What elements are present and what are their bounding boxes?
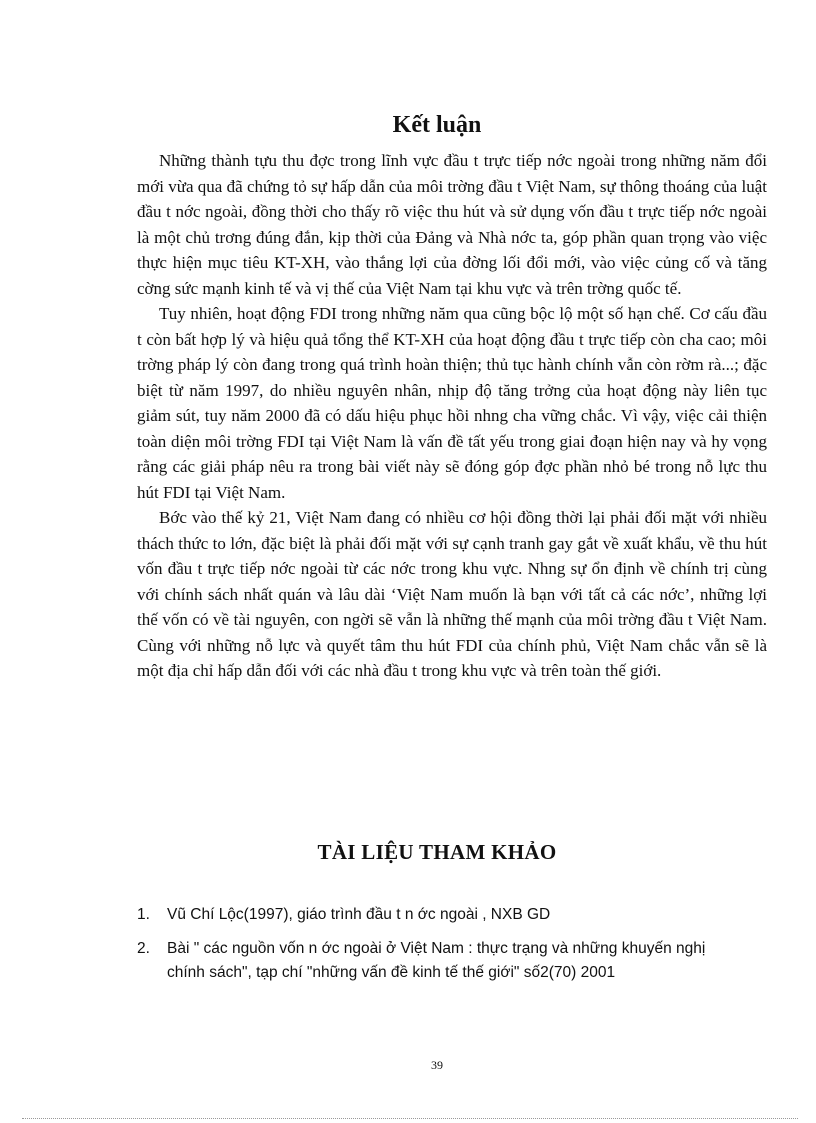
paragraph: Những thành tựu thu đợc trong lĩnh vực đầu t trực tiếp nớc ngoài trong những năm đổi mới vừa qua đã chứng tỏ sự hấp dẫn của môi trờng đầu t Việt Nam, sự thông thoáng của luật đầu t nớc ngoài, đồng thời cho thấy rõ việc thu hút và sử dụng vốn đầu t trực tiếp nớc ngoài là một chủ trơng đúng đắn, kịp thời của Đảng và Nhà nớc ta, góp phần quan trọng vào việc thực hiện mục tiêu KT-XH, vào thắng lợi của đờng lối đổi mới, vào việc củng cố và tăng cờng sức mạnh kinh tế và vị thế của Việt Nam tại khu vực và trên trờng quốc tế.: [137, 151, 767, 298]
paragraph: Bớc vào thế kỷ 21, Việt Nam đang có nhiều cơ hội đồng thời lại phải đối mặt với nhiều thách thức to lớn, đặc biệt là phải đối mặt với sự cạnh tranh gay gắt về xuất khẩu, về thu hút vốn đầu t trực tiếp nớc ngoài từ các nớc trong khu vực. Nhng sự ổn định về chính trị cùng với chính sách nhất quán và lâu dài ‘Việt Nam muốn là bạn với tất cả các nớc’, những lợi thế vốn có về tài nguyên, con ngời sẽ vẫn là những thế mạnh của môi trờng đầu t Việt Nam. Cùng với những nỗ lực và quyết tâm thu hút FDI của chính phủ, Việt Nam chắc vẫn sẽ là một địa chỉ hấp dẫn đối với các nhà đầu t trong khu vực và trên toàn thế giới.: [137, 508, 767, 680]
page-title: Kết luận: [392, 112, 482, 138]
reference-text: Bài " các nguồn vốn n ớc ngoài ở Việt Nam : thực trạng và những khuyến nghị chính sách", tạp chí "những vấn đề kinh tế thế giới" số2(70) 2001: [167, 939, 706, 981]
reference-item: [137, 937, 737, 986]
references-heading: TÀI LIỆU THAM KHẢO: [317, 840, 557, 864]
reference-number: 2.: [137, 939, 150, 957]
reference-text: Vũ Chí Lộc(1997), giáo trình đầu t n ớc ngoài , NXB GD: [167, 906, 551, 923]
paragraph: Tuy nhiên, hoạt động FDI trong những năm qua cũng bộc lộ một số hạn chế. Cơ cấu đầu t còn bất hợp lý và hiệu quả tổng thể KT-XH của hoạt động đầu t trực tiếp còn cha cao; môi trờng pháp lý còn đang trong quá trình hoàn thiện; thủ tục hành chính vẫn còn rờm rà...; đặc biệt từ năm 1997, do nhiều nguyên nhân, nhịp độ tăng trởng của hoạt động này liên tục giảm sút, tuy năm 2000 đã có dấu hiệu phục hồi nhng cha vững chắc. Vì vậy, việc cải thiện toàn diện môi trờng FDI tại Việt Nam là vấn đề tất yếu trong giai đoạn hiện nay và hy vọng rằng các giải pháp nêu ra trong bài viết này sẽ đóng góp đợc phần nhỏ bé trong nỗ lực thu hút FDI tại Việt Nam.: [137, 304, 767, 502]
reference-item: [137, 903, 737, 928]
conclusion-body: [137, 148, 767, 684]
page-number: 39: [431, 1058, 443, 1072]
page-bottom-divider: [22, 1118, 798, 1119]
reference-number: 1.: [137, 906, 150, 923]
references-list: [137, 903, 737, 995]
